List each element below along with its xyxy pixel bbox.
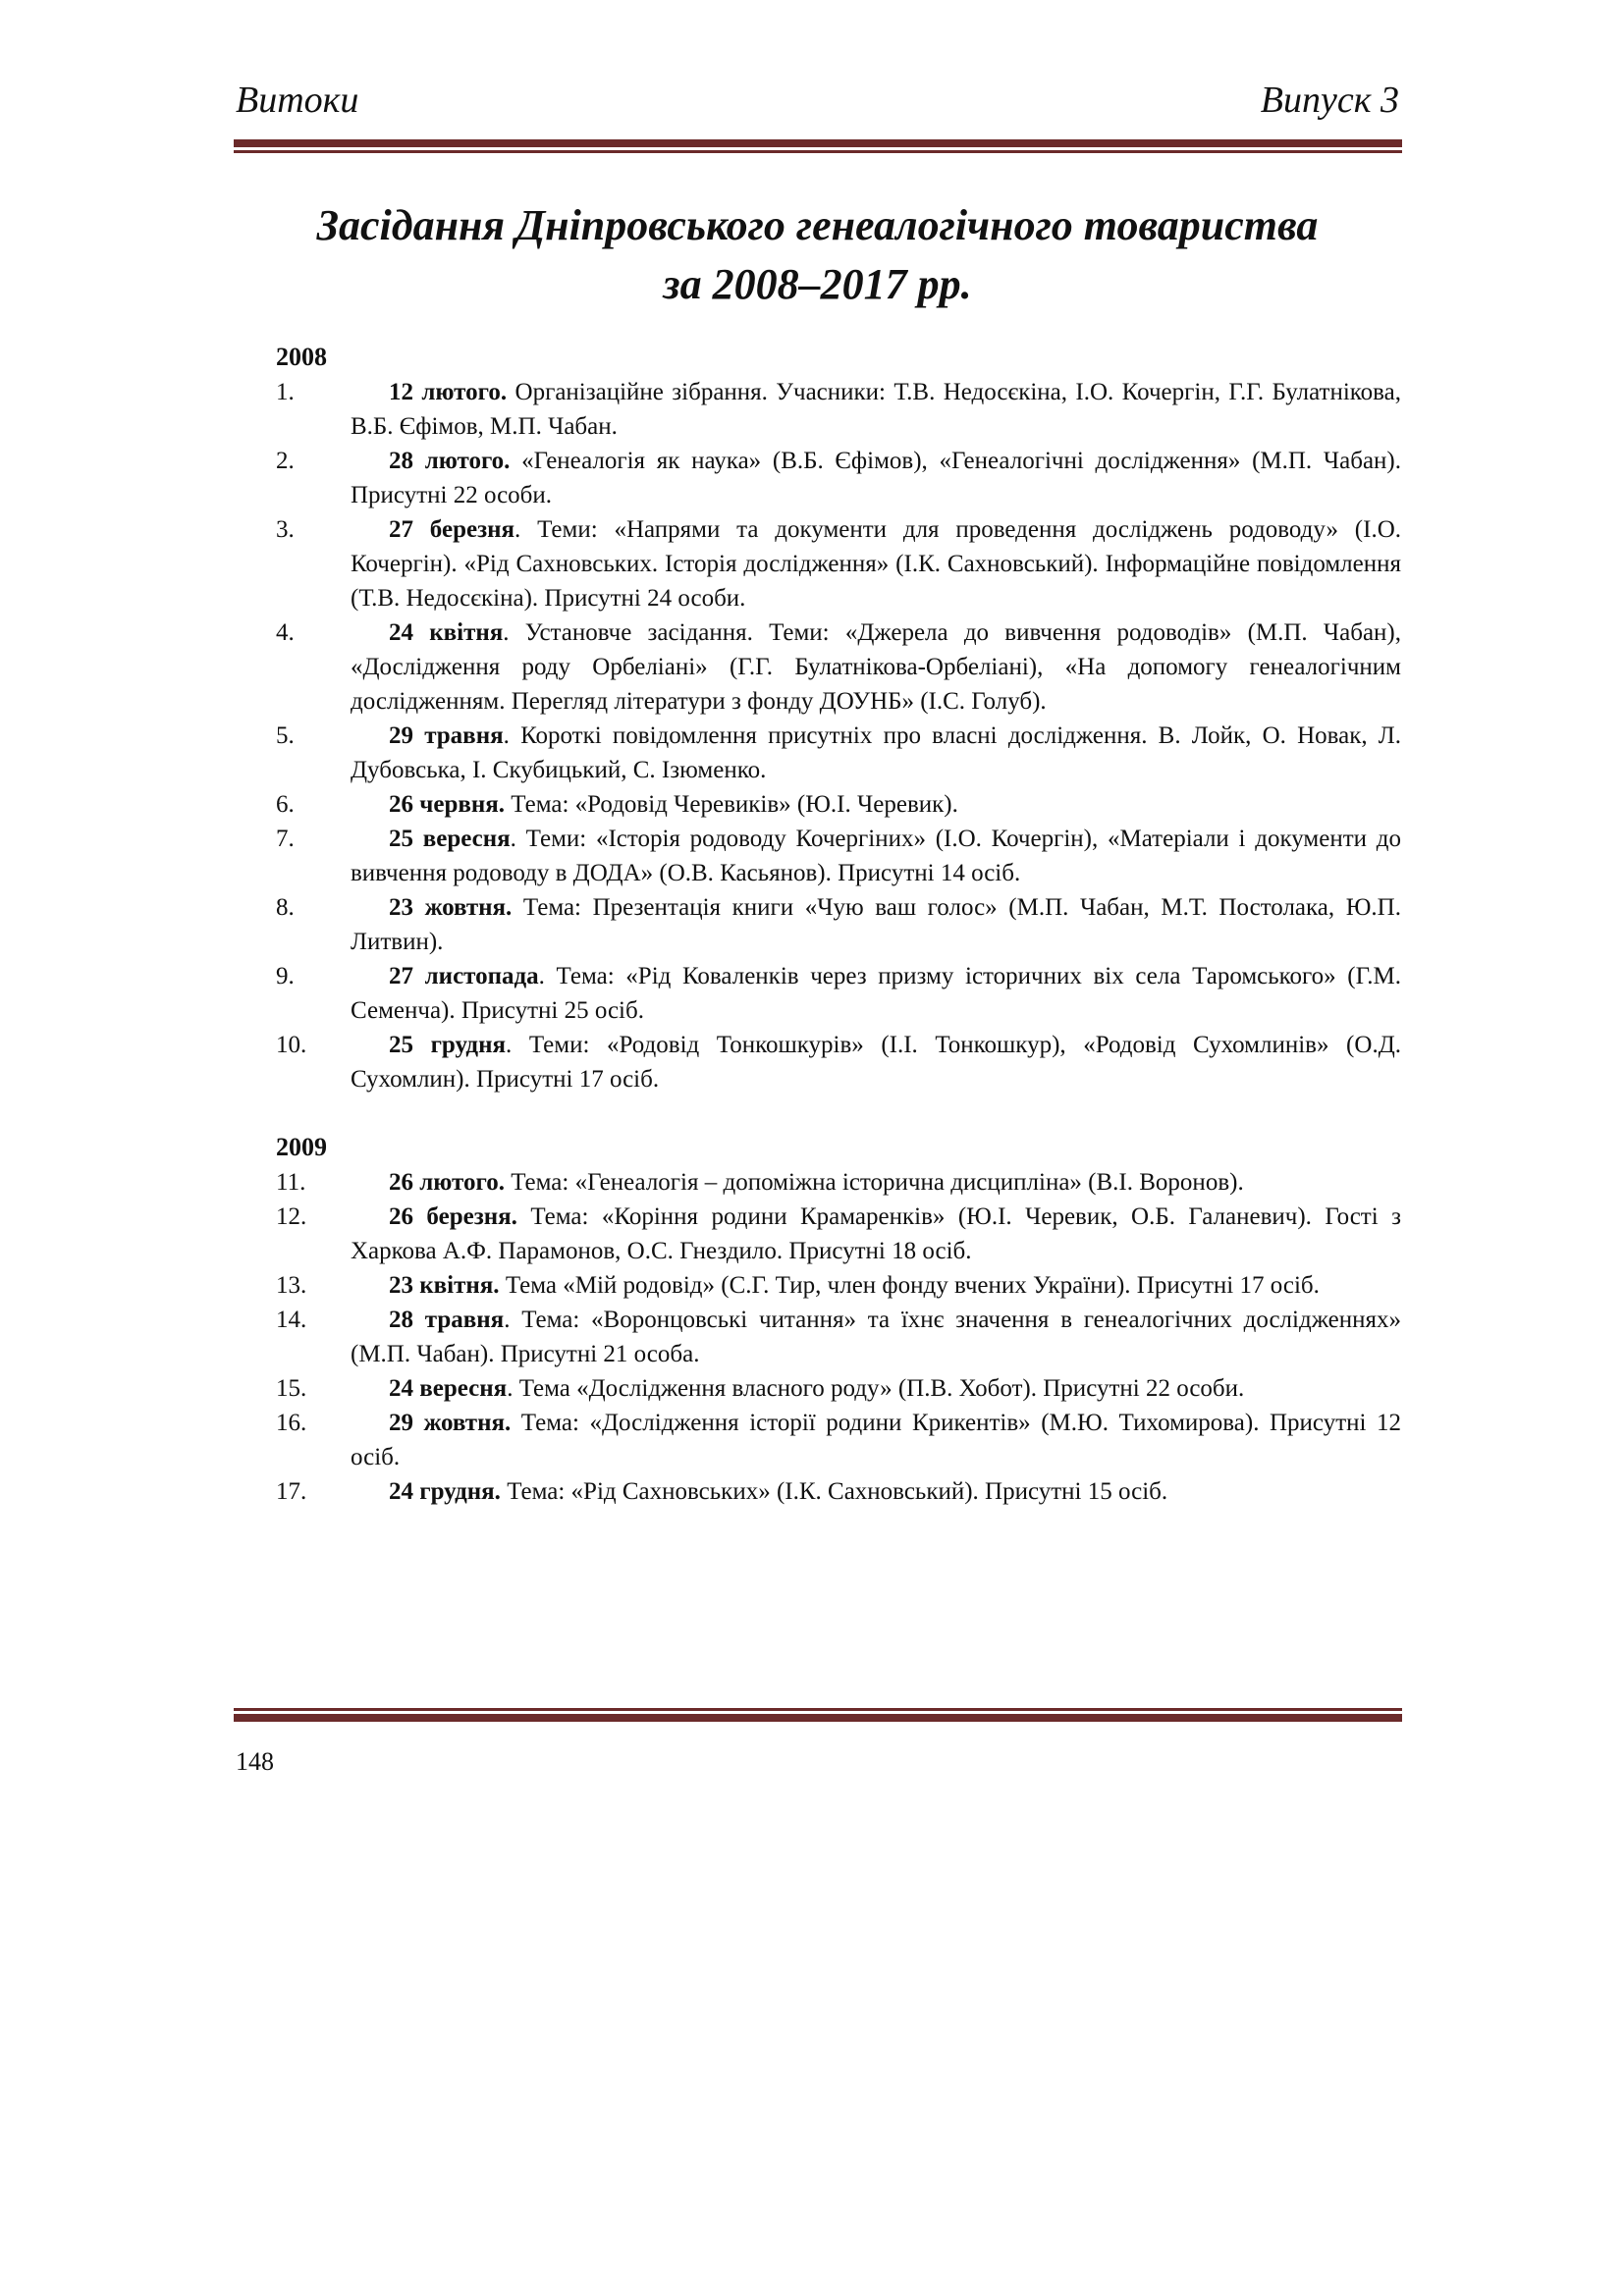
entry-text: . Тема «Дослідження власного роду» (П.В. Хобот). Присутні 22 особи. [507, 1375, 1245, 1402]
entry-number: 17. [276, 1478, 307, 1505]
entry-number: 2. [276, 448, 295, 474]
year-heading: 2008 [276, 343, 327, 371]
entry-text: . Установче засідання. Теми: «Джерела до вивчення родоводів» (М.П. Чабан), «Дослідження роду Орбеліані» (Г.Г. Булатнікова-Орбеліані), «На допомогу генеалогічним дослідженням. Перегляд літератури з фонду ДОУНБ» (І.С. Голуб). [351, 619, 1402, 715]
entry-text: . Короткі повідомлення присутніх про власні дослідження. В. Лойк, О. Новак, Л. Дубовська, І. Скубицький, С. Ізюменко. [351, 722, 1402, 783]
entry-date: 25 грудня [389, 1032, 507, 1058]
entry-text: Організаційне зібрання. Учасники: Т.В. Недосєкіна, І.О. Кочергін, Г.Г. Булатнікова, В.Б. Єфімов, М.П. Чабан. [351, 379, 1401, 440]
list-item [276, 615, 1401, 719]
entry-text: . Тема: «Воронцовські читання» та їхнє значення в генеалогічних дослідженнях» (М.П. Чабан). Присутні 21 особа. [351, 1307, 1401, 1367]
list-item [276, 1371, 1401, 1406]
list-item [276, 890, 1401, 959]
entry-text: Тема: «Рід Сахновських» (І.К. Сахновський). Присутні 15 осіб. [500, 1478, 1168, 1505]
entry-text: . Теми: «Історія родоводу Кочергіних» (І.О. Кочергін), «Матеріали і документи до вивчення родоводу в ДОДА» (О.В. Касьянов). Присутні 14 осіб. [351, 826, 1401, 886]
journal-name: Витоки [236, 80, 359, 121]
entry-date: 12 лютого. [389, 379, 508, 405]
entry-number: 9. [276, 963, 295, 989]
entry-date: 23 жовтня. [389, 894, 513, 921]
entry-date: 24 грудня. [389, 1478, 501, 1505]
entry-date: 27 листопада [389, 963, 539, 989]
meetings-list [276, 340, 1401, 1509]
entry-text: . Теми: «Напрями та документи для проведення досліджень родоводу» (І.О. Кочергін). «Рід Сахновських. Історія дослідження» (І.К. Сахновський). Інформаційне повідомлення (Т.В. Недосєкіна). Присутні 24 особи. [351, 516, 1401, 612]
entry-number: 4. [276, 619, 295, 646]
entry-number: 5. [276, 722, 295, 749]
list-item [276, 1165, 1401, 1200]
entry-text: Тема: «Дослідження історії родини Крикентів» (М.Ю. Тихомирова). Присутні 12 осіб. [351, 1410, 1401, 1470]
title-line-1: Засідання Дніпровського генеалогічного товариства [316, 201, 1319, 249]
entry-number: 10. [276, 1032, 307, 1058]
entry-number: 12. [276, 1203, 307, 1230]
list-item [276, 1406, 1401, 1474]
entry-date: 24 вересня [389, 1375, 508, 1402]
title-line-2: за 2008–2017 рр. [663, 260, 972, 308]
entry-date: 29 травня [389, 722, 504, 749]
entry-date: 26 лютого. [389, 1169, 505, 1196]
entry-number: 14. [276, 1307, 307, 1333]
entry-date: 28 лютого. [389, 448, 511, 474]
list-item [276, 959, 1401, 1028]
entries-2008 [276, 375, 1401, 1096]
entry-date: 26 березня. [389, 1203, 517, 1230]
entry-number: 13. [276, 1272, 307, 1299]
entry-text: Тема «Мій родовід» (С.Г. Тир, член фонду вчених України). Присутні 17 осіб. [499, 1272, 1320, 1299]
entry-date: 28 травня [389, 1307, 505, 1333]
page-title [236, 196, 1399, 314]
entry-number: 1. [276, 379, 295, 405]
entry-text: . Теми: «Родовід Тонкошкурів» (І.І. Тонкошкур), «Родовід Сухомлинів» (О.Д. Сухомлин). Присутні 17 осіб. [351, 1032, 1401, 1093]
entries-2009 [276, 1165, 1401, 1509]
running-head [236, 69, 1399, 128]
entry-date: 23 квітня. [389, 1272, 500, 1299]
entry-number: 11. [276, 1169, 306, 1196]
page-number: 148 [236, 1747, 274, 1776]
list-item [276, 1303, 1401, 1371]
entry-text: Тема: «Коріння родини Крамаренків» (Ю.І. Черевик, О.Б. Галаневич). Гості з Харкова А.Ф. Парамонов, О.С. Гнездило. Присутні 18 осіб. [351, 1203, 1401, 1264]
entry-number: 16. [276, 1410, 307, 1436]
entry-number: 7. [276, 826, 295, 852]
list-item [276, 444, 1401, 512]
year-heading: 2009 [276, 1133, 327, 1161]
entry-date: 24 квітня [389, 619, 504, 646]
list-item [276, 1028, 1401, 1096]
list-item [276, 822, 1401, 890]
list-item [276, 1200, 1401, 1268]
issue-label: Випуск 3 [1260, 80, 1399, 121]
list-item [276, 512, 1401, 615]
entry-date: 29 жовтня. [389, 1410, 512, 1436]
list-item [276, 719, 1401, 787]
entry-number: 6. [276, 791, 295, 818]
entry-text: Тема: «Генеалогія – допоміжна історична дисципліна» (В.І. Воронов). [504, 1169, 1244, 1196]
entry-text: Тема: «Родовід Черевиків» (Ю.І. Черевик). [505, 791, 958, 818]
entry-text: «Генеалогія як наука» (В.Б. Єфімов), «Генеалогічні дослідження» (М.П. Чабан). Присутні 22 особи. [351, 448, 1401, 508]
list-item [276, 375, 1401, 444]
list-item [276, 1474, 1401, 1509]
entry-text: . Тема: «Рід Коваленків через призму історичних віх села Таромського» (Г.М. Семенча). Присутні 25 осіб. [351, 963, 1401, 1024]
entry-date: 25 вересня [389, 826, 511, 852]
header-rule [234, 139, 1402, 153]
entry-date: 27 березня [389, 516, 515, 543]
entry-number: 8. [276, 894, 295, 921]
list-item [276, 787, 1401, 822]
footer-rule [234, 1708, 1402, 1722]
entry-number: 15. [276, 1375, 307, 1402]
entry-number: 3. [276, 516, 295, 543]
list-item [276, 1268, 1401, 1303]
entry-text: Тема: Презентація книги «Чую ваш голос» (М.П. Чабан, М.Т. Постолака, Ю.П. Литвин). [351, 894, 1401, 955]
entry-date: 26 червня. [389, 791, 506, 818]
